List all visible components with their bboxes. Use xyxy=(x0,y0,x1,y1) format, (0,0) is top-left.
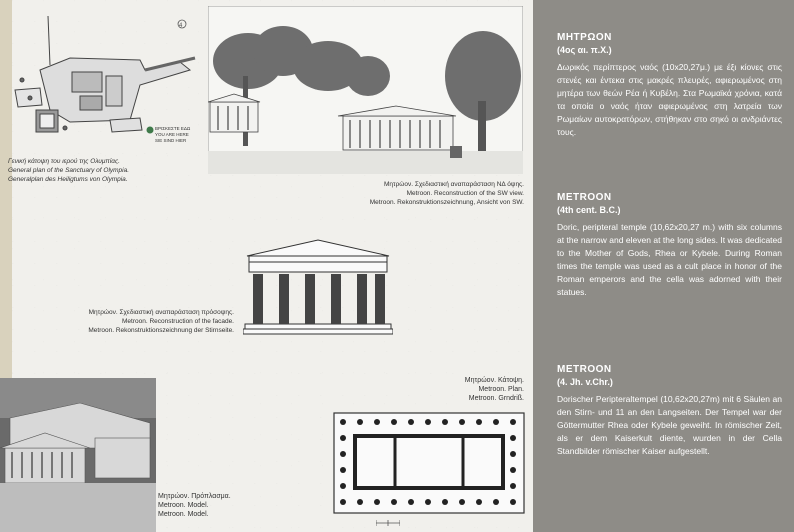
english-text-block xyxy=(557,192,782,299)
greek-title: ΜΗΤΡΩΟΝ xyxy=(557,32,612,43)
german-subtitle: (4. Jh. v.Chr.) xyxy=(557,377,613,387)
you-are-here-legend: ΒΡΙΣΚΕΣΤΕ ΕΔΩ YOU ARE HERE SIE SIND HIER xyxy=(155,126,191,143)
sw-view-caption: Μητρώον. Σχεδιαστική αναπαράσταση ΝΔ όψης. Metroon. Reconstruction of the SW view. Metroon. Rekonstruktionszeichnung, Ansicht von SW. xyxy=(369,181,524,206)
english-subtitle: (4th cent. B.C.) xyxy=(557,205,621,215)
german-text-block xyxy=(557,364,782,458)
greek-body: Δωρικός περίπτερος ναός (10x20,27μ.) με έξι κίονες στις στενές και έντεκα στις μακρές πλευρές, αφιερωμένος στη μητέρα των θεών Ρέα ή Κυβέλη. Στα Ρωμαϊκά χρόνια, κατά τα οποία ο ναός ήταν αφιερωμένος στη λατρεία των Ρωμαίων αυτοκρατόρων, στήθηκαν στο σηκό οι ανδριάντες τους. xyxy=(557,62,782,137)
floor-plan-drawing xyxy=(333,412,525,514)
english-body: Doric, peripteral temple (10,62x20,27 m.) with six columns at the narrow and eleven at the long sides. It was dedicated to the Mother of Gods, Rhea or Kybele. During Roman times the temple was used as a cult place in honor of the Roman emperors and the cella was adorned with their statues. xyxy=(557,222,782,297)
svg-text:4: 4 xyxy=(179,23,183,29)
sw-view-reconstruction-drawing xyxy=(208,6,523,174)
model-caption: Μητρώον. Πρόπλασμα. Metroon. Model. Metroon. Model. xyxy=(158,493,231,518)
greek-subtitle: (4ος αι. π.Χ.) xyxy=(557,45,612,55)
facade-reconstruction-drawing xyxy=(243,238,393,336)
german-title: METROON xyxy=(557,364,612,375)
plan-map-caption: Γενική κάτοψη του ιερού της Ολυμπίας. General plan of the Sanctuary of Olympia. Generalplan des Heiligtums von Olympia. xyxy=(8,158,130,183)
you-are-here-marker xyxy=(147,127,154,134)
english-title: METROON xyxy=(557,192,612,203)
model-photo xyxy=(0,378,156,532)
floor-plan-caption: Μητρώον. Κάτοψη. Metroon. Plan. Metroon. Grndriß. xyxy=(464,377,524,402)
scale-bar xyxy=(376,520,400,526)
german-body: Dorischer Peripteraltempel (10,62x20,27m) mit 6 Säulen an den Stirn- und 11 an den Langseiten. Der Tempel war der Göttermutter Rhea oder Kybele geweiht. In römischer Zeit, als er dem Kaiserkult diente, wurden in der Cella Standbilder römischer Kaiser aufgestellt. xyxy=(557,394,782,456)
greek-text-block xyxy=(557,32,782,139)
facade-caption: Μητρώον. Σχεδιαστική αναπαράσταση πρόσοψης. Metroon. Reconstruction of the facade. Metroon. Rekonstruktionszeichnung der Stirnseite. xyxy=(88,309,234,334)
